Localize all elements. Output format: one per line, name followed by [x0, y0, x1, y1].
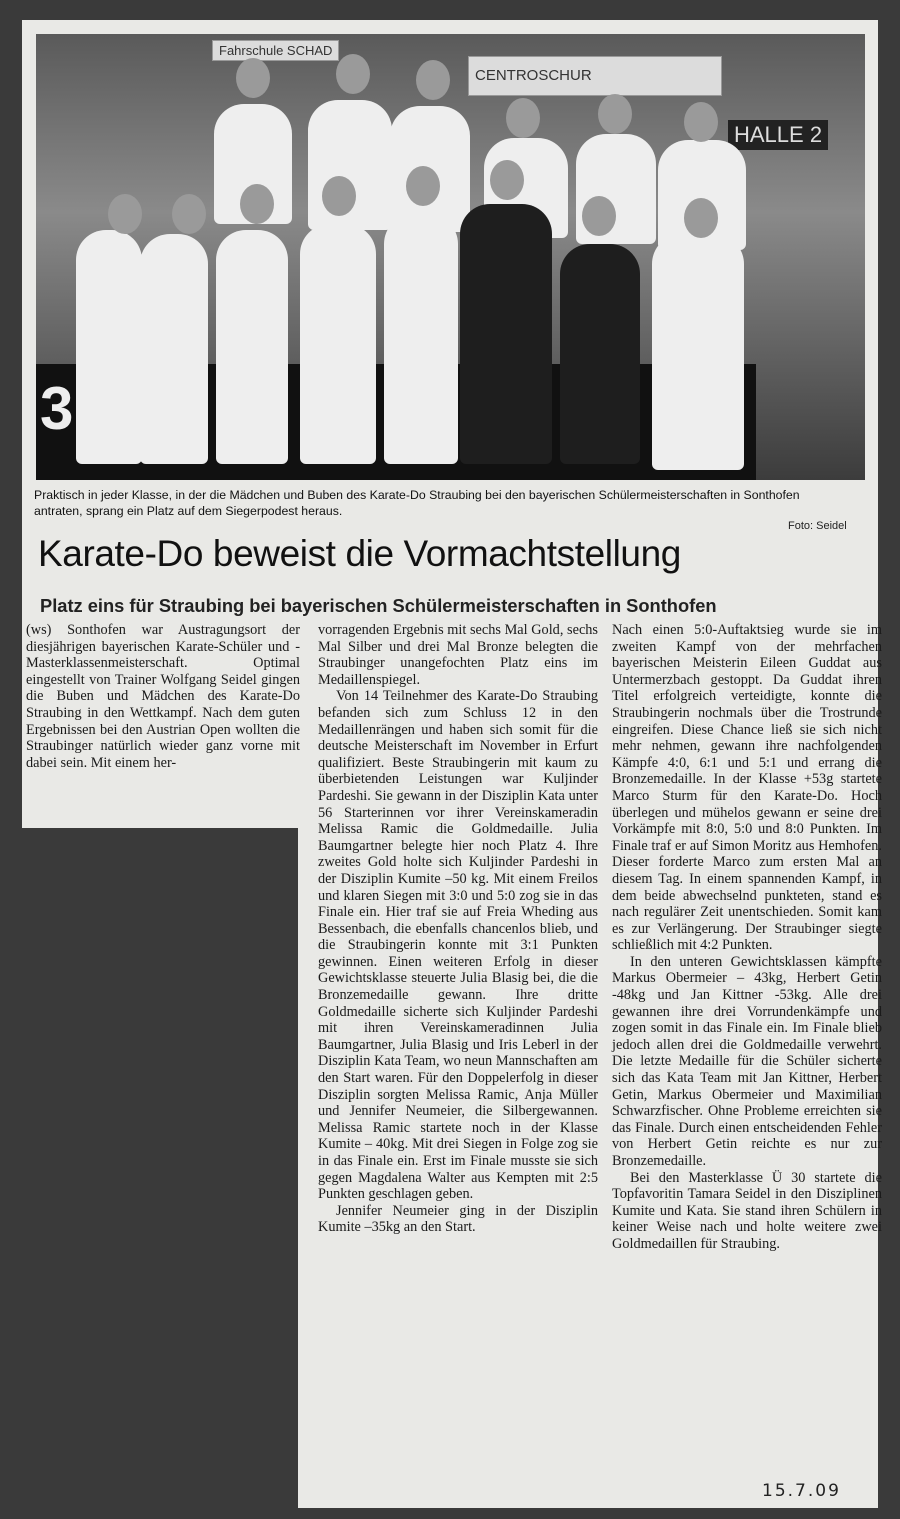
podium-number-3: 3 — [40, 375, 74, 442]
paragraph: Nach einen 5:0-Auftaktsieg wurde sie im zweiten Kampf von der mehrfachen bayerischen Meisterin Eileen Guddat aus Untermerzbach gestoppt. Da Guddat ihren Titel erfolgreich verteidigte, konnte die Straubingerin nochmals über die Trostrunde eingreifen. Diese Chance ließ sie sich nicht mehr nehmen, gewann ihre nachfolgenden Kämpfe 4:0, 6:1 und 5:1 und errang die Bronzemedaille. In der Klasse +53g startete Marco Sturm für den Karate-Do. Hoch überlegen und mühelos gewann er seine drei Vorkämpfe mit 8:0, 5:0 und 8:0 Punkten. Im Finale traf er auf Simon Moritz aus Hemhofen. Dieser forderte Marco zum ersten Mal an diesem Tag. In einem spannenden Kampf, in dem beide abwechselnd punkteten, stand es nach regulärer Zeit unentschieden. Somit kam es zur Verlängerung. Der Straubinger siegte schließlich mit 4:2 Punkten. — [612, 622, 882, 954]
athlete-head — [236, 58, 270, 98]
athlete-head — [406, 166, 440, 206]
athlete-head — [490, 160, 524, 200]
athlete-head — [336, 54, 370, 94]
athlete — [140, 234, 208, 464]
photo-sign-hall: HALLE 2 — [728, 120, 828, 150]
athlete-head — [684, 198, 718, 238]
athlete-tracksuit — [460, 204, 552, 464]
paragraph: Bei den Masterklasse Ü 30 startete die Topfavoritin Tamara Seidel in den Disziplinen Kumite und Kata. Sie stand ihren Schülern in keiner Weise nach und holte weitere zwei Goldmedaillen für Straubing. — [612, 1169, 882, 1252]
paragraph: (ws) Sonthofen war Austragungsort der diesjährigen bayerischen Karate-Schüler und -Masterklassenmeisterschaft. Optimal eingestellt von Trainer Wolfgang Seidel gingen die Buben und Mädchen des Karate-Do Straubing in den Wettkampf. Nach dem guten Ergebnissen bei den Austrian Open wollten die Straubinger natürlich wieder ganz vorne mit dabei sein. Mit einem her- — [26, 622, 300, 771]
athlete-head — [172, 194, 206, 234]
athlete-head — [598, 94, 632, 134]
athlete — [76, 230, 142, 464]
subheadline: Platz eins für Straubing bei bayerischen Schülermeisterschaften in Sonthofen — [40, 595, 717, 616]
photo-sign-sponsor: CENTROSCHUR — [468, 56, 722, 96]
athlete-head — [506, 98, 540, 138]
athlete-head — [322, 176, 356, 216]
athlete-head — [582, 196, 616, 236]
athlete-head — [684, 102, 718, 142]
paragraph: Von 14 Teilnehmer des Karate-Do Straubing befanden sich zum Schluss 12 in den Medaillenrängen und haben sich somit für die deutsche Meisterschaft im November in Erfurt qualifiziert. Beste Straubingerin mit kaum zu überbietenden Leistungen war Kuljinder Pardeshi. Sie gewann in der Disziplin Kata unter 56 Starterinnen vor ihrer Vereinskameradin Melissa Ramic die Goldmedaille. Julia Baumgartner belegte hier noch Platz 4. Ihre zweites Gold holte sich Kuljinder Pardeshi in der Disziplin Kumite –50 kg. Mit einem Freilos und klaren Siegen mit 3:0 und 5:0 zog sie in das Finale ein. Hier traf sie auf Freia Wheding aus Bessenbach, die ebenfalls chancenlos blieb, und die Straubingerin konnte mit 3:1 Punkten gewinnen. Einen weiteren Erfolg in dieser Gewichtsklasse steuerte Julia Blasig bei, die die Bronzemedaille gewann. Ihre dritte Goldmedaille sicherte sich Kuljinder Pardeshi mit ihren Vereinskameradinnen Julia Baumgartner, Julia Blasig und Iris Leberl in der Disziplin Kata Team, wo neun Mannschaften am den Start waren. Für den Doppelerfolg in dieser Disziplin sorgten Melissa Ramic, Anja Müller und Jennifer Neumeier, die Silbergewannen. Melissa Ramic startete noch in der Klasse Kumite – 40kg. Mit drei Siegen in Folge zog sie in das Finale ein. Erst im Finale musste sie sich gegen Magdalena Walter aus Kempten mit 2:5 Punkten geschlagen geben. — [318, 688, 598, 1203]
paragraph: vorragenden Ergebnis mit sechs Mal Gold, sechs Mal Silber und drei Mal Bronze belegten die Straubinger unangefochten Platz eins im Medaillenspiegel. — [318, 622, 598, 688]
paragraph: Jennifer Neumeier ging in der Disziplin Kumite –35kg an den Start. — [318, 1202, 598, 1236]
article-column-2 — [318, 622, 598, 1236]
athlete-head — [108, 194, 142, 234]
photo-credit: Foto: Seidel — [788, 520, 847, 532]
team-photo — [36, 34, 865, 480]
athlete-tracksuit — [560, 244, 640, 464]
headline: Karate-Do beweist die Vormachtstellung — [38, 533, 681, 574]
athlete — [652, 234, 744, 470]
handwritten-date: 15.7.09 — [762, 1481, 841, 1501]
photo-sign-driving-school: Fahrschule SCHAD — [212, 40, 339, 61]
article-column-1 — [26, 622, 300, 771]
athlete — [384, 214, 458, 464]
photo-caption: Praktisch in jeder Klasse, in der die Mädchen und Buben des Karate-Do Straubing bei den bayerischen Schülermeisterschaften in Sonthofen antraten, sprang ein Platz auf dem Siegerpodest heraus. — [34, 488, 800, 518]
article-column-3 — [612, 622, 882, 1253]
athlete — [300, 224, 376, 464]
athlete-head — [416, 60, 450, 100]
athlete-head — [240, 184, 274, 224]
paragraph: In den unteren Gewichtsklassen kämpfte Markus Obermeier – 43kg, Herbert Getin -48kg und Jan Kittner -53kg. Alle drei gewannen ihre drei Vorrundenkämpfe und zogen somit in das Finale ein. Im Finale blieb jedoch allen drei die Goldmedaille verwehrt. Die letzte Medaille für die Schüler sicherte sich das Kata Team mit Jan Kittner, Herbert Getin, Markus Obermeier und Maximilian Schwarzfischer. Ohne Probleme erreichten sie das Finale. Durch einen entscheidenden Fehler von Herbert Getin reichte es nur zur Bronzemedaille. — [612, 953, 882, 1169]
athlete — [216, 230, 288, 464]
